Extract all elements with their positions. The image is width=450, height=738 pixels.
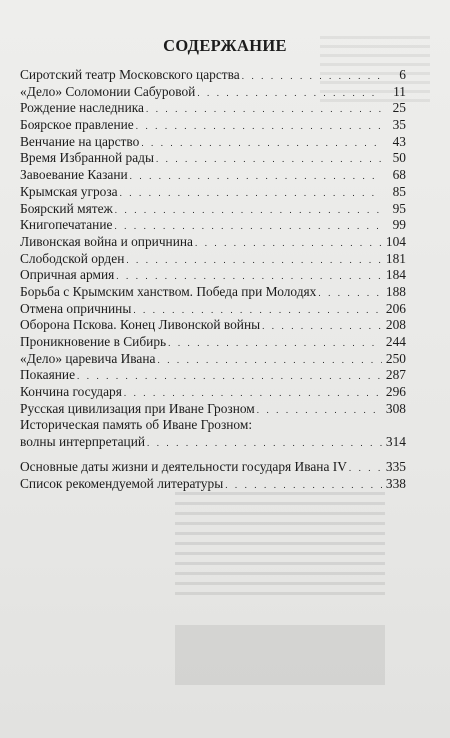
toc-entry-page: 287: [385, 367, 406, 383]
show-through-imprint: [175, 485, 385, 715]
dot-leader: [77, 368, 382, 385]
toc-entry-title: Опричная армия: [20, 267, 115, 283]
toc-entry-title: Покаяние: [20, 367, 76, 383]
toc-entry[interactable]: [20, 434, 406, 451]
toc-entry-page: 206: [385, 300, 406, 316]
dot-leader: [141, 135, 382, 152]
toc-entry-page: 244: [385, 334, 406, 349]
toc-entry[interactable]: [20, 184, 406, 201]
toc-entry[interactable]: [20, 167, 406, 184]
toc-entry-page: 335: [385, 458, 406, 474]
toc-entry-page: 99: [392, 217, 406, 233]
toc-entry-title: Книгопечатание: [20, 217, 113, 233]
toc-entry-title: Список рекомендуемой литературы: [20, 475, 224, 491]
dot-leader: [262, 318, 382, 335]
toc-entry-page: 6: [399, 67, 406, 82]
dot-leader: [158, 352, 383, 369]
dot-leader: [120, 185, 382, 202]
toc-appendix-entry[interactable]: [20, 476, 406, 493]
toc-entry[interactable]: [20, 367, 406, 384]
toc-entry-line1[interactable]: [20, 417, 406, 434]
dot-leader: [242, 68, 382, 85]
toc-entry-page: 314: [385, 434, 406, 450]
dot-leader: [146, 101, 382, 118]
dot-leader: [115, 202, 382, 219]
toc-entry-page: 184: [385, 267, 406, 283]
toc-entry-title: Основные даты жизни и деятельности государя Ивана IV: [20, 458, 347, 474]
dot-leader: [197, 85, 382, 102]
toc-entry-page: 50: [392, 150, 406, 166]
toc-entry-page: 85: [392, 183, 406, 199]
toc-entry-page: 308: [385, 400, 406, 416]
dot-leader: [130, 168, 382, 185]
toc-entry[interactable]: [20, 117, 406, 134]
dot-leader: [225, 477, 382, 494]
toc-entry-title: Венчание на царство: [20, 133, 140, 149]
dot-leader: [116, 268, 382, 285]
toc-entry-title: Проникновение в Сибирь: [20, 334, 167, 349]
toc-entry-page: 11: [393, 83, 406, 99]
toc-entry-page: 338: [385, 475, 406, 491]
dot-leader: [257, 402, 382, 419]
toc-entry-page: 181: [385, 250, 406, 266]
toc-entry[interactable]: [20, 100, 406, 117]
toc-entry-title: Слободской орден: [20, 250, 125, 266]
dot-leader: [318, 285, 382, 302]
dot-leader: [156, 151, 382, 168]
dot-leader: [114, 218, 382, 235]
toc-entry-page: 104: [385, 233, 406, 249]
toc-entry-title: Кончина государя: [20, 384, 122, 400]
dot-leader: [349, 460, 382, 477]
toc-entry[interactable]: [20, 401, 406, 418]
toc-entry-title: «Дело» царевича Ивана: [20, 350, 156, 366]
toc-entry-title: Отмена опричнины: [20, 300, 132, 316]
toc-entry-title: Сиротский театр Московского царства: [20, 67, 240, 82]
toc-entry-page: 250: [385, 350, 406, 366]
toc-entry[interactable]: [20, 134, 406, 151]
toc-entry[interactable]: [20, 251, 406, 268]
toc-entry[interactable]: [20, 84, 406, 101]
toc-entry-title: Борьба с Крымским ханством. Победа при Молодях: [20, 283, 317, 299]
toc-entry[interactable]: [20, 267, 406, 284]
toc-entry[interactable]: [20, 217, 406, 234]
dot-leader: [124, 385, 382, 402]
toc-entry-page: 188: [385, 283, 406, 299]
toc-entry-page: 208: [385, 317, 406, 333]
toc-entry-page: 43: [392, 133, 406, 149]
toc-entry[interactable]: [20, 67, 406, 84]
toc-entry-title: Боярское правление: [20, 117, 134, 133]
dot-leader: [126, 252, 382, 269]
toc-entry-title: Боярский мятеж: [20, 200, 113, 216]
toc-entry-title: Крымская угроза: [20, 183, 118, 199]
dot-leader: [133, 302, 382, 319]
toc-entry[interactable]: [20, 317, 406, 334]
dot-leader: [168, 335, 382, 352]
toc-entry-page: 296: [385, 384, 406, 400]
toc-entry[interactable]: [20, 234, 406, 251]
toc-entry[interactable]: [20, 334, 406, 351]
toc-entry-page: 25: [392, 100, 406, 116]
dot-leader: [147, 435, 382, 452]
toc-entry-page: 35: [392, 117, 406, 133]
toc-entry[interactable]: [20, 284, 406, 301]
toc-entry-title: волны интерпретаций: [20, 434, 146, 450]
table-of-contents: [20, 67, 406, 492]
dot-leader: [136, 118, 382, 135]
toc-entry-page: 95: [392, 200, 406, 216]
toc-entry[interactable]: [20, 351, 406, 368]
dot-leader: [195, 235, 382, 252]
toc-entry[interactable]: [20, 201, 406, 218]
toc-entry-title: Оборона Пскова. Конец Ливонской войны: [20, 317, 261, 333]
toc-entry-title: «Дело» Соломонии Сабуровой: [20, 83, 196, 99]
toc-entry-title: Ливонская война и опричнина: [20, 233, 193, 249]
toc-entry-title: Историческая память об Иване Грозном:: [20, 417, 253, 433]
toc-entry-title: Рождение наследника: [20, 100, 144, 116]
toc-entry[interactable]: [20, 384, 406, 401]
toc-entry[interactable]: [20, 150, 406, 167]
toc-entry-page: 68: [392, 167, 406, 183]
toc-entry-title: Время Избранной рады: [20, 150, 154, 166]
toc-entry-title: Завоевание Казани: [20, 167, 128, 183]
toc-entry-title: Русская цивилизация при Иване Грозном: [20, 400, 255, 416]
page-title: СОДЕРЖАНИЕ: [163, 36, 287, 55]
toc-entry[interactable]: [20, 301, 406, 318]
toc-appendix-entry[interactable]: [20, 459, 406, 476]
